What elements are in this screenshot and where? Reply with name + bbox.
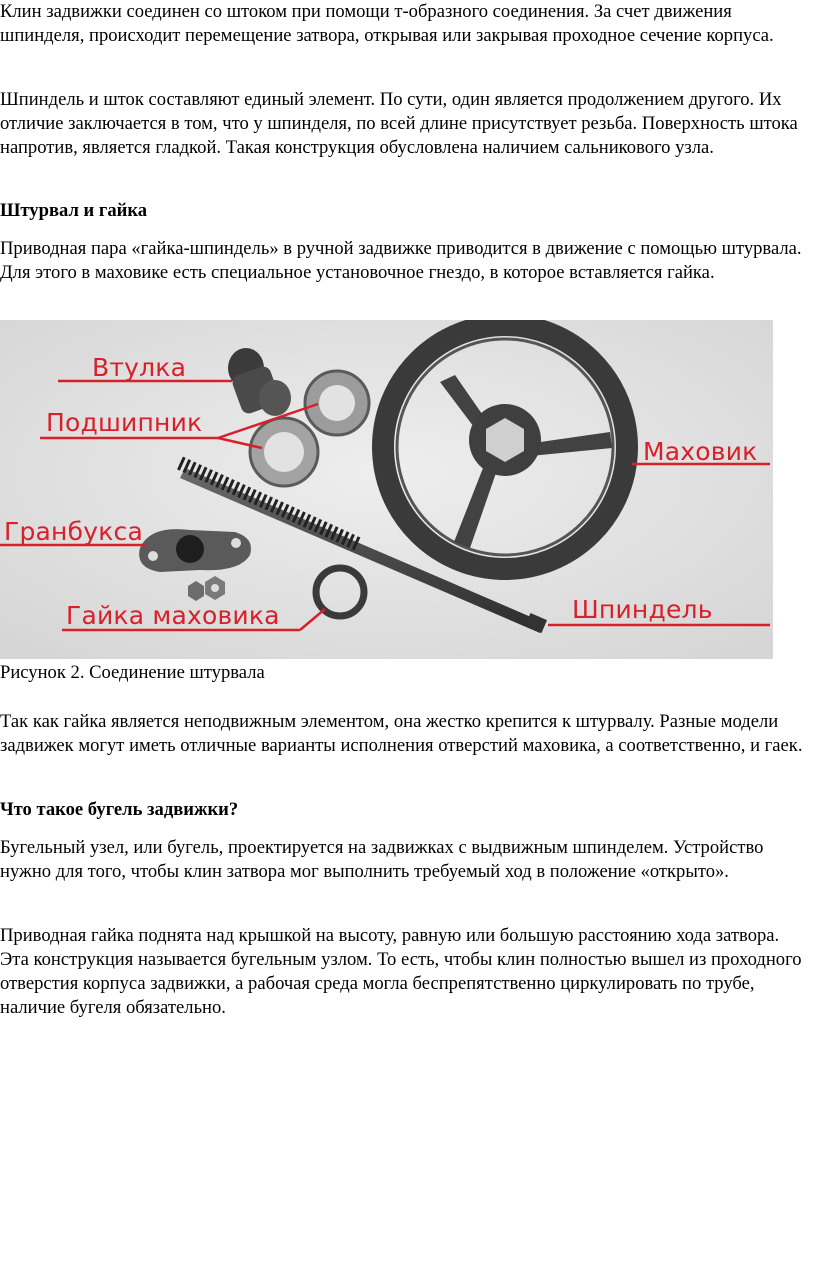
heading-bonnet-yoke: Что такое бугель задвижки?	[0, 799, 239, 820]
label-gland: Гранбукса	[4, 517, 143, 546]
paragraph-spindle-stem: Шпиндель и шток составляют единый элемент. По сути, один является продолжением другого. Их отличие заключается в том, что у шпинделя, по всей длине присутствует резьба. Поверхность штока напротив, является гладкой. Такая конструкция обусловлена наличием сальникового узла.	[0, 89, 798, 158]
paragraph-drive-nut-height: Приводная гайка поднята над крышкой на высоту, равную или большую расстоянию хода затвора. Эта конструкция называется бугельным узлом. То есть, чтобы клин полностью вышел из проходного отверстия корпуса задвижки, а рабочая среда могла беспрепятственно циркулировать по трубе, наличие бугеля обязательно.	[0, 925, 802, 1018]
label-bearing: Подшипник	[46, 408, 203, 437]
paragraph-wedge-connection: Клин задвижки соединен со штоком при помощи т-образного соединения. За счет движения шпинделя, происходит перемещение затвора, открывая или закрывая проходное сечение корпуса.	[0, 1, 774, 46]
label-bushing: Втулка	[92, 353, 187, 382]
figure-caption: Рисунок 2. Соединение штурвала	[0, 662, 265, 683]
paragraph-nut-fixed: Так как гайка является неподвижным элементом, она жестко крепится к штурвалу. Разные модели задвижек могут иметь отличные варианты исполнения отверстий маховика, а соответственно, и гаек.	[0, 711, 803, 756]
label-handwheel-nut: Гайка маховика	[66, 601, 280, 630]
label-spindle: Шпиндель	[572, 595, 713, 624]
paragraph-yoke-unit: Бугельный узел, или бугель, проектируется на задвижках с выдвижным шпинделем. Устройство нужно для того, чтобы клин затвора мог выполнить требуемый ход в положение «открыто».	[0, 837, 764, 882]
gland-part	[139, 529, 251, 572]
label-handwheel: Маховик	[643, 437, 758, 466]
heading-handwheel-nut: Штурвал и гайка	[0, 200, 148, 221]
handwheel-connection-photo	[0, 320, 773, 659]
paragraph-drive-pair: Приводная пара «гайка-шпиндель» в ручной задвижке приводится в движение с помощью штурвала. Для этого в маховике есть специальное установочное гнездо, в которое вставляется гайка.	[0, 238, 802, 283]
